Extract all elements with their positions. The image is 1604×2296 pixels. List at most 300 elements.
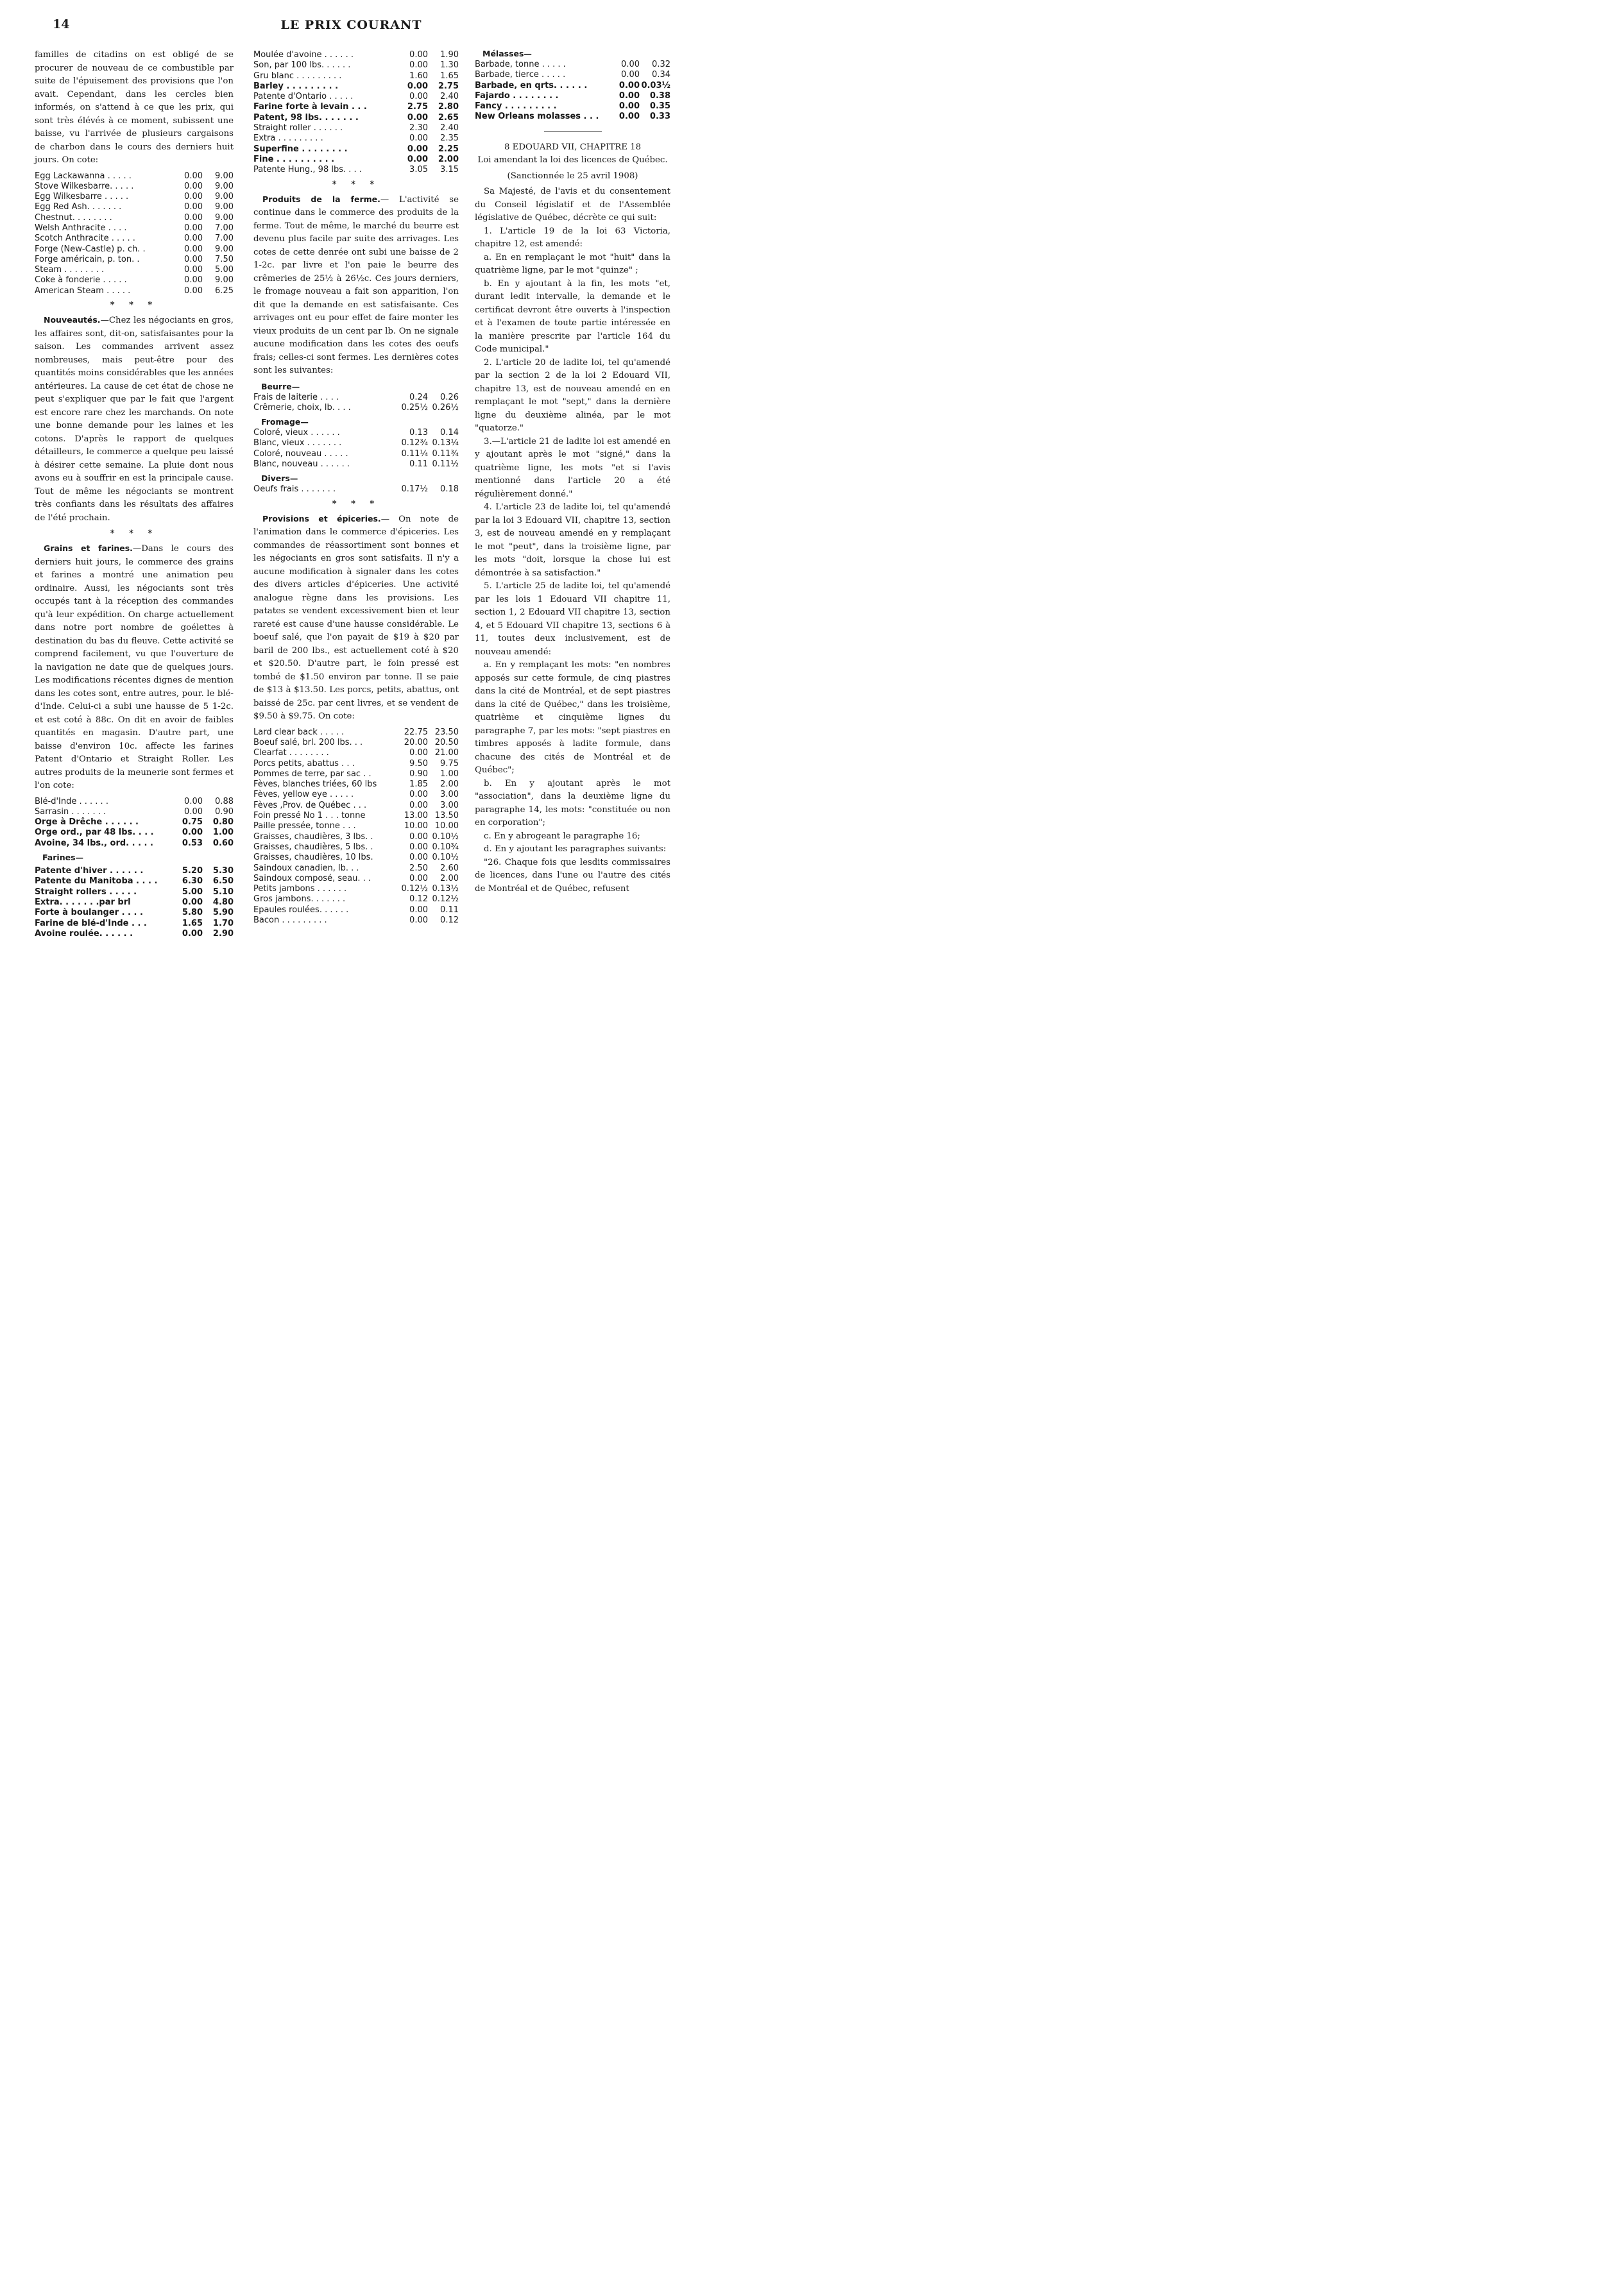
price-high: 0.13½ bbox=[432, 884, 459, 894]
price-high: 20.50 bbox=[434, 737, 459, 747]
law-paragraph: 4. L'article 23 de ladite loi, tel qu'amendé par la loi 3 Edouard VII, chapitre 13, section 3, est de nouveau amendé en y remplaçant le mot "peut", dans la troisième ligne, par les mots "doit, lorsque la chose lui est démontrée à sa satisfaction." bbox=[475, 502, 670, 578]
price-label: Barbade, en qrts. . . . . . bbox=[475, 80, 588, 90]
sanction-date: (Sanctionnée le 25 avril 1908) bbox=[507, 171, 638, 181]
price-low: 0.00 bbox=[409, 915, 428, 925]
price-label: Porcs petits, abattus . . . bbox=[253, 758, 355, 769]
price-row bbox=[35, 213, 234, 223]
price-label: Graisses, chaudières, 3 lbs. . bbox=[253, 831, 373, 842]
fromage-subheading: Fromage— bbox=[261, 417, 309, 427]
coal-intro-paragraph: familles de citadins on est obligé de se procurer de nouveau de ce combustible par suite de l'épuisement des provisions que l'on avait. Cependant, dans les cercles bien informés, on s'attend à ce que les prix, qui sont très élévés à ce moment, subissent une baisse, vu l'arrivée de plusieurs cargaisons de charbon dans le cours des derniers huit jours. On cote: bbox=[35, 50, 234, 165]
price-low: 0.00 bbox=[409, 92, 428, 102]
price-row bbox=[253, 853, 459, 863]
price-row bbox=[475, 70, 670, 80]
price-low: 5.80 bbox=[182, 908, 203, 918]
price-row bbox=[35, 182, 234, 192]
price-row bbox=[35, 234, 234, 244]
price-high: 2.60 bbox=[440, 863, 459, 873]
price-row bbox=[253, 71, 459, 81]
price-high: 21.00 bbox=[434, 748, 459, 758]
price-label: Extra . . . . . . . . . bbox=[253, 133, 323, 144]
price-high: 5.00 bbox=[215, 265, 234, 275]
price-label: Barbade, tonne . . . . . bbox=[475, 60, 566, 69]
farines-subheading: Farines— bbox=[42, 853, 84, 863]
price-row bbox=[253, 863, 459, 874]
price-high: 4.80 bbox=[212, 897, 234, 907]
chapter-title: 8 EDOUARD VII, CHAPITRE 18 bbox=[504, 142, 642, 152]
price-low: 0.00 bbox=[619, 90, 640, 101]
price-low: 0.53 bbox=[182, 838, 203, 848]
price-row bbox=[35, 817, 234, 828]
price-row bbox=[253, 165, 459, 175]
price-low: 0.00 bbox=[182, 828, 203, 838]
price-low: 0.00 bbox=[621, 70, 640, 80]
price-label: Chestnut. . . . . . . . bbox=[35, 212, 112, 223]
grains-heading: Grains et farines. bbox=[44, 543, 133, 554]
price-row bbox=[253, 915, 459, 926]
price-label: Clearfat . . . . . . . . bbox=[253, 748, 329, 758]
price-label: New Orleans molasses . . . bbox=[475, 112, 599, 122]
price-high: 5.30 bbox=[212, 866, 234, 876]
price-label: Fèves, blanches triées, 60 lbs bbox=[253, 779, 377, 790]
price-label: Straight rollers . . . . . bbox=[35, 887, 137, 897]
price-label: Stove Wilkesbarre. . . . . bbox=[35, 181, 134, 191]
price-high: 0.03½ bbox=[641, 80, 670, 90]
price-low: 0.00 bbox=[409, 790, 428, 800]
price-label: Avoine, 34 lbs., ord. . . . . bbox=[35, 838, 153, 848]
price-low: 5.20 bbox=[182, 866, 203, 876]
section-separator: * * * bbox=[110, 300, 158, 310]
price-high: 0.11¾ bbox=[432, 448, 459, 459]
price-label: Graisses, chaudières, 10 lbs. bbox=[253, 853, 373, 863]
price-row bbox=[35, 887, 234, 897]
melasses-price-table bbox=[475, 60, 670, 123]
price-high: 3.15 bbox=[440, 165, 459, 175]
price-high: 1.00 bbox=[440, 769, 459, 779]
grains-price-table bbox=[35, 797, 234, 849]
law-paragraph: c. En y abrogeant le paragraphe 16; bbox=[484, 831, 640, 841]
price-low: 0.00 bbox=[182, 928, 203, 939]
price-low: 0.00 bbox=[184, 806, 203, 817]
price-low: 0.00 bbox=[184, 275, 203, 285]
price-high: 0.80 bbox=[212, 817, 234, 828]
price-row bbox=[475, 91, 670, 101]
price-label: Frais de laiterie . . . . bbox=[253, 392, 339, 402]
price-row bbox=[253, 748, 459, 758]
price-row bbox=[35, 797, 234, 807]
price-row bbox=[35, 171, 234, 182]
law-paragraph: 5. L'article 25 de ladite loi, tel qu'amendé par les lois 1 Edouard VII chapitre 11, section 1, 2 Edouard VII chapitre 13, section 4, et 5 Edouard VII chapitre 13, sections 6 à 11, toutes deux inclusivement, est de nouveau amendé: bbox=[475, 581, 670, 657]
nouveautes-heading: Nouveautés. bbox=[44, 315, 101, 325]
price-low: 0.00 bbox=[182, 897, 203, 907]
price-high: 0.33 bbox=[649, 112, 670, 122]
price-high: 9.00 bbox=[215, 244, 234, 254]
price-label: Farine forte à levain . . . bbox=[253, 102, 367, 112]
price-high: 9.00 bbox=[215, 192, 234, 202]
produits-text: — L'activité se continue dans le commerce des produits de la ferme. Tout de même, le marché du beurre est devenu plus facile par suite des arrivages. Les cotes de cette denrée ont subi une baisse de 2 1-2c. par livre et l'on paie le beurre des crêmeries de 25½ à 26½c. Ces jours derniers, le fromage nouveau a fait son apparition, l'on dit que la demande en est satisfaisante. Ces arrivages ont eu pour effet de faire monter les vieux produits de un cent par lb. On ne signale aucune modification dans les cotes des oeufs frais; celles-ci sont fermes. Les dernières cotes sont les suivantes: bbox=[253, 194, 459, 376]
price-label: Forte à boulanger . . . . bbox=[35, 908, 143, 918]
price-low: 2.75 bbox=[407, 102, 428, 112]
price-row bbox=[475, 60, 670, 70]
grains-paragraph bbox=[35, 542, 234, 793]
price-row bbox=[35, 908, 234, 918]
price-low: 0.00 bbox=[409, 853, 428, 863]
price-label: Fine . . . . . . . . . . bbox=[253, 154, 335, 164]
price-label: Moulée d'avoine . . . . . . bbox=[253, 50, 354, 60]
price-row bbox=[35, 838, 234, 849]
law-text bbox=[475, 185, 670, 896]
price-high: 0.14 bbox=[440, 428, 459, 438]
price-high: 6.25 bbox=[215, 285, 234, 296]
price-high: 2.40 bbox=[440, 123, 459, 133]
price-low: 0.00 bbox=[184, 212, 203, 223]
price-label: Straight roller . . . . . . bbox=[253, 123, 343, 133]
price-label: Gros jambons. . . . . . . bbox=[253, 894, 346, 905]
price-label: Fancy . . . . . . . . . bbox=[475, 101, 557, 112]
price-high: 23.50 bbox=[434, 727, 459, 737]
price-row bbox=[253, 801, 459, 811]
price-label: Sarrasin . . . . . . . bbox=[35, 806, 107, 817]
price-low: 0.00 bbox=[184, 796, 203, 806]
price-high: 9.00 bbox=[215, 202, 234, 212]
price-low: 0.24 bbox=[409, 392, 428, 402]
produits-heading: Produits de la ferme. bbox=[262, 194, 380, 204]
price-label: Patent, 98 lbs. . . . . . . bbox=[253, 112, 359, 123]
price-low: 9.50 bbox=[409, 758, 428, 769]
price-row bbox=[253, 738, 459, 748]
price-label: Oeufs frais . . . . . . . bbox=[253, 484, 336, 495]
price-row bbox=[253, 60, 459, 71]
price-low: 0.00 bbox=[409, 831, 428, 842]
law-paragraph: Sa Majesté, de l'avis et du consentement du Conseil législatif et de l'Assemblée législative de Québec, décrète ce qui suit: bbox=[475, 187, 670, 223]
price-label: Extra. . . . . . .par brl bbox=[35, 897, 131, 907]
price-row bbox=[253, 769, 459, 779]
price-high: 9.00 bbox=[215, 181, 234, 191]
price-low: 0.75 bbox=[182, 817, 203, 828]
price-low: 0.00 bbox=[409, 873, 428, 883]
price-row bbox=[35, 223, 234, 234]
section-separator: * * * bbox=[110, 529, 158, 539]
price-row bbox=[253, 484, 459, 495]
price-row bbox=[35, 255, 234, 265]
price-label: Boeuf salé, brl. 200 lbs. . . bbox=[253, 737, 363, 747]
mill-products-table bbox=[253, 50, 459, 176]
price-low: 0.00 bbox=[407, 154, 428, 164]
price-high: 2.80 bbox=[438, 102, 459, 112]
price-high: 0.13¼ bbox=[432, 438, 459, 448]
price-label: Barbade, tierce . . . . . bbox=[475, 70, 566, 80]
price-low: 1.65 bbox=[182, 918, 203, 928]
price-row bbox=[35, 807, 234, 817]
price-high: 1.00 bbox=[212, 828, 234, 838]
price-high: 0.88 bbox=[215, 796, 234, 806]
price-label: Epaules roulées. . . . . . bbox=[253, 905, 349, 915]
price-high: 0.11½ bbox=[432, 459, 459, 470]
law-paragraph: d. En y ajoutant les paragraphes suivants: bbox=[484, 844, 667, 855]
price-low: 2.50 bbox=[409, 863, 428, 873]
price-row bbox=[35, 286, 234, 296]
price-high: 0.90 bbox=[215, 806, 234, 817]
section-separator: * * * bbox=[332, 498, 380, 509]
price-label: Barley . . . . . . . . . bbox=[253, 81, 339, 91]
price-label: Coke à fonderie . . . . . bbox=[35, 275, 127, 285]
price-low: 0.12 bbox=[409, 894, 428, 905]
price-high: 7.00 bbox=[215, 223, 234, 233]
journal-title: LE PRIX COURANT bbox=[280, 18, 422, 32]
price-low: 0.00 bbox=[619, 101, 640, 112]
price-row bbox=[475, 101, 670, 112]
price-high: 9.00 bbox=[215, 171, 234, 181]
price-label: Egg Red Ash. . . . . . . bbox=[35, 202, 122, 212]
price-label: Saindoux composé, seau. . . bbox=[253, 873, 371, 883]
law-paragraph: b. En y ajoutant après le mot "association", dans la deuxième ligne du paragraphe 14, les mots: "constituée ou non en corporation"; bbox=[475, 778, 670, 828]
price-row bbox=[35, 919, 234, 929]
price-high: 0.38 bbox=[649, 90, 670, 101]
price-high: 6.50 bbox=[212, 876, 234, 887]
beurre-subheading: Beurre— bbox=[261, 381, 300, 391]
price-high: 1.30 bbox=[440, 60, 459, 71]
price-label: Fèves, yellow eye . . . . . bbox=[253, 790, 354, 800]
price-row bbox=[253, 884, 459, 894]
price-label: Coloré, vieux . . . . . . bbox=[253, 428, 340, 438]
price-low: 10.00 bbox=[404, 821, 428, 831]
price-high: 2.00 bbox=[438, 154, 459, 164]
price-row bbox=[35, 897, 234, 908]
price-low: 0.00 bbox=[184, 202, 203, 212]
price-row bbox=[253, 449, 459, 459]
melasses-subheading: Mélasses— bbox=[482, 49, 532, 58]
price-label: Graisses, chaudières, 5 lbs. . bbox=[253, 842, 373, 852]
price-high: 0.11 bbox=[440, 905, 459, 915]
price-label: Welsh Anthracite . . . . bbox=[35, 223, 127, 233]
price-label: Gru blanc . . . . . . . . . bbox=[253, 71, 342, 81]
price-label: Egg Lackawanna . . . . . bbox=[35, 171, 132, 181]
price-row bbox=[35, 265, 234, 275]
provisions-heading: Provisions et épiceries. bbox=[262, 513, 381, 523]
price-high: 2.25 bbox=[438, 144, 459, 154]
price-label: Superfine . . . . . . . . bbox=[253, 144, 348, 154]
price-row bbox=[253, 155, 459, 165]
produits-paragraph bbox=[253, 193, 459, 378]
price-label: Scotch Anthracite . . . . . bbox=[35, 234, 135, 244]
price-label: Blé-d'Inde . . . . . . bbox=[35, 796, 108, 806]
price-label: Forge (New-Castle) p. ch. . bbox=[35, 244, 146, 254]
price-high: 0.12 bbox=[440, 915, 459, 925]
price-low: 0.00 bbox=[184, 254, 203, 264]
price-high: 9.00 bbox=[215, 212, 234, 223]
price-low: 0.00 bbox=[409, 800, 428, 810]
price-row bbox=[253, 790, 459, 800]
law-paragraph: a. En en remplaçant le mot "huit" dans la quatrième ligne, par le mot "quinze" ; bbox=[475, 252, 670, 276]
price-label: Forge américain, p. ton. . bbox=[35, 254, 140, 264]
price-low: 0.00 bbox=[407, 144, 428, 154]
price-high: 7.50 bbox=[215, 254, 234, 264]
price-label: Petits jambons . . . . . . bbox=[253, 884, 347, 894]
price-low: 0.12½ bbox=[401, 884, 428, 894]
price-high: 0.26 bbox=[440, 392, 459, 402]
price-row bbox=[253, 779, 459, 790]
provisions-text: — On note de l'animation dans le commerce d'épiceries. Les commandes de réassortiment sont bonnes et les négociants en gros sont satisfaits. Il n'y a aucune modification à signaler dans les cotes des divers articles d'épiceries. Une activité analogue règne dans les provisions. Les patates se vendent excessivement bien et leur rareté est cause d'une hausse considérable. Le boeuf salé, que l'on payait de $19 à $20 par baril de 200 lbs., est actuellement coté à $20 et $20.50. D'autre part, le foin pressé est tombé de $1.50 environ par tonne. Il se paie de $13 à $13.50. Les porcs, petits, abattus, ont baissé de 25c. par cent livres, et se vendent de $9.50 à $9.75. On cote: bbox=[253, 514, 459, 722]
price-label: Bacon . . . . . . . . . bbox=[253, 915, 327, 925]
price-high: 3.00 bbox=[440, 790, 459, 800]
price-row bbox=[253, 92, 459, 102]
price-row bbox=[475, 81, 670, 91]
price-low: 22.75 bbox=[404, 727, 428, 737]
section-separator: * * * bbox=[332, 179, 380, 189]
price-row bbox=[35, 192, 234, 202]
price-row bbox=[253, 727, 459, 738]
price-row bbox=[253, 821, 459, 831]
price-high: 0.34 bbox=[652, 70, 670, 80]
price-low: 0.00 bbox=[184, 171, 203, 181]
price-label: Orge ord., par 48 lbs. . . . bbox=[35, 828, 154, 838]
price-low: 20.00 bbox=[404, 737, 428, 747]
price-row bbox=[253, 428, 459, 438]
price-low: 0.00 bbox=[409, 748, 428, 758]
price-low: 0.00 bbox=[184, 192, 203, 202]
price-low: 6.30 bbox=[182, 876, 203, 887]
price-label: Coloré, nouveau . . . . . bbox=[253, 448, 348, 459]
price-row bbox=[253, 894, 459, 905]
price-high: 2.35 bbox=[440, 133, 459, 144]
price-low: 2.30 bbox=[409, 123, 428, 133]
price-high: 0.26½ bbox=[432, 402, 459, 412]
price-high: 13.50 bbox=[434, 811, 459, 821]
price-low: 0.00 bbox=[184, 285, 203, 296]
law-paragraph: 1. L'article 19 de la loi 63 Victoria, chapitre 12, est amendé: bbox=[475, 226, 670, 250]
law-paragraph: a. En y remplaçant les mots: "en nombres apposés sur cette formule, de cinq piastres dans la cité de Montréal, et de sept piastres dans la cité de Québec," dans les troisième, quatrième et cinquième lignes du paragraphe 7, par les mots: "sept piastres en timbres apposés à ladite formule, dans chacune des cités de Montréal et de Québec"; bbox=[475, 660, 670, 776]
price-label: Blanc, vieux . . . . . . . bbox=[253, 438, 342, 448]
price-high: 2.00 bbox=[440, 779, 459, 790]
price-row bbox=[253, 811, 459, 821]
provisions-price-table bbox=[253, 727, 459, 926]
price-high: 0.60 bbox=[212, 838, 234, 848]
price-label: Paille pressée, tonne . . . bbox=[253, 821, 356, 831]
price-low: 0.11 bbox=[409, 459, 428, 470]
price-low: 1.85 bbox=[409, 779, 428, 790]
law-paragraph: 3.—L'article 21 de ladite loi est amendé en y ajoutant après le mot "signé," dans la quatrième ligne, les mots "et si l'avis mentionné dans l'article 20 a été régulièrement donné." bbox=[475, 436, 670, 499]
column-3 bbox=[475, 49, 670, 896]
column-2 bbox=[253, 49, 459, 930]
price-row bbox=[253, 102, 459, 112]
price-low: 0.00 bbox=[409, 842, 428, 852]
price-high: 1.90 bbox=[440, 50, 459, 60]
price-label: Farine de blé-d'Inde . . . bbox=[35, 918, 147, 928]
price-high: 9.75 bbox=[440, 758, 459, 769]
price-high: 5.10 bbox=[212, 887, 234, 897]
price-low: 0.00 bbox=[184, 234, 203, 244]
price-row bbox=[35, 275, 234, 285]
price-row bbox=[253, 459, 459, 470]
price-low: 0.17½ bbox=[401, 484, 428, 495]
divers-subheading: Divers— bbox=[261, 473, 298, 484]
price-low: 0.00 bbox=[409, 133, 428, 144]
price-row bbox=[253, 144, 459, 155]
price-high: 10.00 bbox=[434, 821, 459, 831]
price-label: Fajardo . . . . . . . . bbox=[475, 90, 559, 101]
price-low: 0.00 bbox=[407, 112, 428, 123]
price-label: Patente d'Ontario . . . . . bbox=[253, 92, 354, 102]
price-row bbox=[253, 50, 459, 60]
price-row bbox=[253, 403, 459, 413]
price-row bbox=[253, 81, 459, 92]
price-high: 2.40 bbox=[440, 92, 459, 102]
grains-text: —Dans le cours des derniers huit jours, le commerce des grains et farines a montré une animation peu ordinaire. Aussi, les négociants sont très occupés tant à la réception des commandes qu'à leur expédition. On charge actuellement dans notre port nombre de goélettes à destination du bas du fleuve. Cette activité se comprend facilement, vu que l'ouverture de la navigation ne date que de quelques jours. Les modifications récentes dignes de mention dans les cotes sont, entre autres, pour. le blé-d'Inde. Celui-ci a subi une hausse de 5 1-2c. et est coté à 88c. On dit en avoir de faibles quantités en magasin. D'autre part, une baisse d'environ 10c. affecte les farines Patent d'Ontario et Straight Roller. Les autres produits de la meunerie sont fermes et l'on cote: bbox=[35, 544, 234, 791]
column-1 bbox=[35, 49, 234, 943]
price-row bbox=[253, 438, 459, 448]
price-label: American Steam . . . . . bbox=[35, 285, 131, 296]
price-low: 0.25½ bbox=[401, 402, 428, 412]
price-row bbox=[253, 842, 459, 853]
price-low: 0.11¼ bbox=[401, 448, 428, 459]
price-label: Pommes de terre, par sac . . bbox=[253, 769, 371, 779]
price-high: 9.00 bbox=[215, 275, 234, 285]
price-row bbox=[35, 828, 234, 838]
price-label: Patente Hung., 98 lbs. . . . bbox=[253, 165, 362, 175]
price-high: 1.65 bbox=[440, 71, 459, 81]
price-row bbox=[253, 905, 459, 915]
price-row bbox=[253, 832, 459, 842]
price-row bbox=[253, 113, 459, 123]
divers-price-table bbox=[253, 484, 459, 495]
price-low: 5.00 bbox=[182, 887, 203, 897]
price-high: 2.65 bbox=[438, 112, 459, 123]
provisions-paragraph bbox=[253, 513, 459, 724]
beurre-price-table bbox=[253, 393, 459, 414]
price-low: 0.00 bbox=[184, 265, 203, 275]
price-low: 0.00 bbox=[409, 50, 428, 60]
fromage-price-table bbox=[253, 428, 459, 470]
nouveautes-text: —Chez les négociants en gros, les affaires sont, dit-on, satisfaisantes pour la saison. Les commandes arrivent assez nombreuses, mais peut-être pour des quantités moins considérables que les années antérieures. La cause de cet état de chose ne peut s'expliquer que par le fait que l'argent est encore rare chez les marchands. On note une bonne demande pour les laines et les cotons. D'après le rapport de quelques détailleurs, le commerce a quelque peu laissé à désirer cette semaine. La pluie dont nous avons eu à souffrir en est la principale cause. Tout de même les négociants se montrent très confiants dans les résultats des affaires de l'été prochain. bbox=[35, 316, 234, 523]
price-high: 0.35 bbox=[649, 101, 670, 112]
price-low: 0.00 bbox=[409, 60, 428, 71]
price-high: 0.18 bbox=[440, 484, 459, 495]
price-high: 0.32 bbox=[652, 60, 670, 69]
law-paragraph: "26. Chaque fois que lesdits commissaires de licences, dans l'une ou l'autre des cités de Montréal et de Québec, refusent bbox=[475, 857, 670, 894]
price-high: 2.90 bbox=[212, 928, 234, 939]
price-low: 3.05 bbox=[409, 165, 428, 175]
price-high: 5.90 bbox=[212, 908, 234, 918]
price-high: 3.00 bbox=[440, 800, 459, 810]
price-low: 0.12¾ bbox=[401, 438, 428, 448]
price-label: Son, par 100 lbs. . . . . . bbox=[253, 60, 351, 71]
price-row bbox=[253, 393, 459, 403]
price-label: Blanc, nouveau . . . . . . bbox=[253, 459, 350, 470]
price-low: 0.00 bbox=[407, 81, 428, 91]
price-row bbox=[253, 133, 459, 144]
price-low: 0.90 bbox=[409, 769, 428, 779]
price-row bbox=[35, 202, 234, 212]
price-high: 1.70 bbox=[212, 918, 234, 928]
price-high: 2.00 bbox=[440, 873, 459, 883]
price-low: 0.00 bbox=[619, 112, 640, 122]
price-row bbox=[35, 876, 234, 887]
price-label: Orge à Drêche . . . . . . bbox=[35, 817, 139, 828]
price-high: 0.10½ bbox=[432, 831, 459, 842]
price-row bbox=[475, 112, 670, 122]
price-row bbox=[253, 759, 459, 769]
price-label: Saindoux canadien, lb. . . bbox=[253, 863, 359, 873]
price-label: Patente du Manitoba . . . . bbox=[35, 876, 158, 887]
price-low: 1.60 bbox=[409, 71, 428, 81]
price-label: Egg Wilkesbarre . . . . . bbox=[35, 192, 129, 202]
law-paragraph: 2. L'article 20 de ladite loi, tel qu'amendé par la section 2 de la loi 2 Edouard VII, chapitre 13, est de nouveau amendé en en remplaçant le mot "sept," dans la dernière ligne du deuxième alinéa, par le mot "quatorze." bbox=[475, 357, 670, 434]
nouveautes-paragraph bbox=[35, 314, 234, 525]
price-high: 2.75 bbox=[438, 81, 459, 91]
price-label: Foin pressé No 1 . . . tonne bbox=[253, 811, 366, 821]
farines-price-table bbox=[35, 866, 234, 939]
price-low: 0.00 bbox=[184, 223, 203, 233]
price-low: 0.00 bbox=[184, 244, 203, 254]
